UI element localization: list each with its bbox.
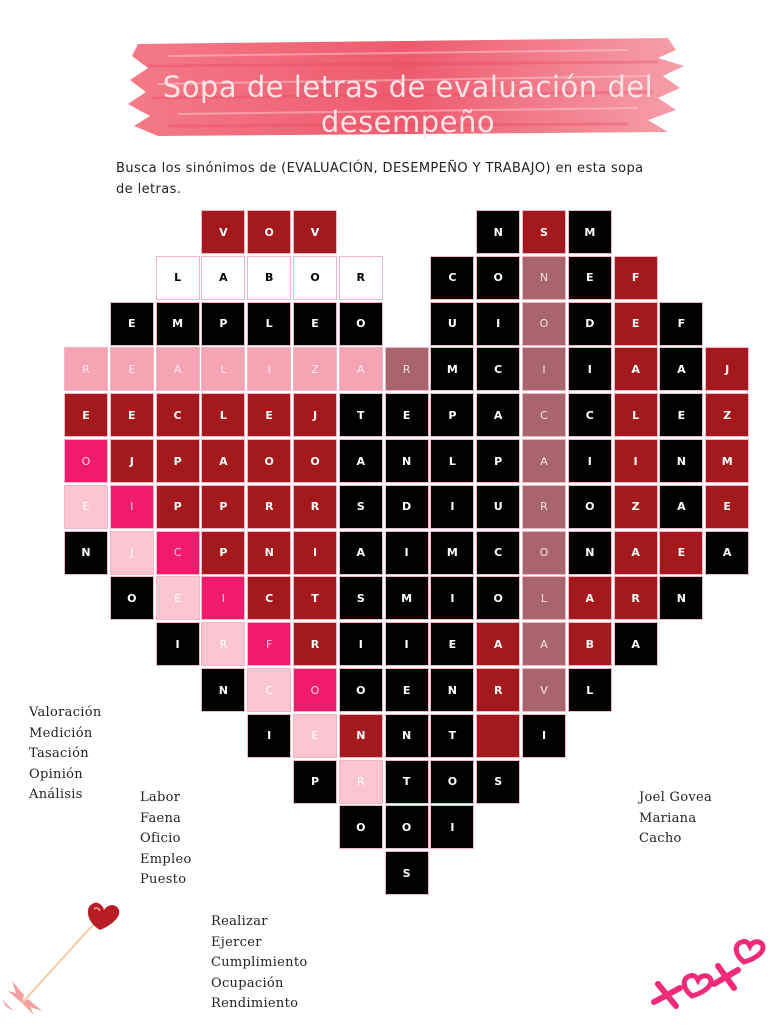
grid-cell[interactable]: U [430, 302, 474, 346]
grid-cell[interactable]: O [522, 531, 566, 575]
grid-cell[interactable]: O [64, 439, 108, 483]
grid-cell[interactable]: N [247, 531, 291, 575]
grid-cell[interactable]: L [201, 347, 245, 391]
grid-cell[interactable]: R [385, 347, 429, 391]
grid-cell[interactable]: E [64, 485, 108, 529]
grid-cell[interactable]: J [110, 531, 154, 575]
grid-cell[interactable]: R [293, 485, 337, 529]
grid-cell[interactable]: C [247, 668, 291, 712]
grid-cell[interactable]: S [385, 851, 429, 895]
grid-cell[interactable]: P [156, 439, 200, 483]
grid-cell[interactable]: F [614, 256, 658, 300]
grid-cell[interactable]: R [339, 760, 383, 804]
grid-cell[interactable]: T [430, 714, 474, 758]
word-item: Oficio [140, 831, 181, 846]
grid-cell[interactable]: V [522, 668, 566, 712]
grid-cell[interactable]: Z [705, 393, 749, 437]
grid-cell[interactable]: N [201, 668, 245, 712]
grid-cell[interactable]: O [247, 439, 291, 483]
grid-cell[interactable]: V [201, 210, 245, 254]
grid-cell[interactable]: N [64, 531, 108, 575]
grid-cell[interactable]: E [156, 576, 200, 620]
grid-cell[interactable]: O [568, 485, 612, 529]
grid-cell[interactable]: O [339, 805, 383, 849]
word-item: Puesto [140, 872, 187, 887]
xoxo-hearts-icon [640, 930, 768, 1028]
grid-cell[interactable]: E [293, 714, 337, 758]
grid-cell[interactable]: R [614, 576, 658, 620]
grid-cell[interactable]: C [476, 347, 520, 391]
grid-cell[interactable]: M [705, 439, 749, 483]
grid-cell[interactable]: O [476, 576, 520, 620]
grid-cell[interactable]: I [476, 302, 520, 346]
grid-cell[interactable]: R [293, 622, 337, 666]
grid-cell[interactable]: A [659, 347, 703, 391]
grid-cell[interactable]: R [64, 347, 108, 391]
word-item: Ocupación [211, 975, 284, 991]
grid-cell[interactable]: R [201, 622, 245, 666]
authors-list [639, 788, 712, 850]
grid-cell[interactable]: E [64, 393, 108, 437]
grid-cell[interactable]: L [614, 393, 658, 437]
word-list-trabajo [140, 788, 192, 891]
grid-cell[interactable]: E [614, 302, 658, 346]
grid-cell[interactable]: E [293, 302, 337, 346]
grid-cell[interactable]: C [568, 393, 612, 437]
word-item: Rendimiento [211, 996, 299, 1011]
grid-cell[interactable]: N [522, 256, 566, 300]
grid-cell[interactable]: E [110, 302, 154, 346]
grid-cell[interactable]: P [201, 531, 245, 575]
grid-cell[interactable]: E [705, 485, 749, 529]
grid-cell[interactable]: Z [293, 347, 337, 391]
grid-cell[interactable]: I [156, 622, 200, 666]
grid-cell[interactable]: O [293, 256, 337, 300]
grid-cell[interactable]: J [110, 439, 154, 483]
grid-cell[interactable]: N [659, 439, 703, 483]
grid-cell[interactable]: A [614, 531, 658, 575]
grid-cell[interactable]: P [430, 393, 474, 437]
word-item: Labor [140, 790, 181, 805]
grid-cell[interactable]: O [430, 760, 474, 804]
author-name: Cacho [639, 831, 682, 846]
author-name: Joel Govea [639, 790, 713, 805]
grid-cell[interactable]: I [430, 576, 474, 620]
grid-cell[interactable]: P [156, 485, 200, 529]
grid-cell[interactable]: F [247, 622, 291, 666]
grid-cell[interactable]: C [247, 576, 291, 620]
grid-cell[interactable]: I [522, 347, 566, 391]
grid-cell[interactable]: M [156, 302, 200, 346]
grid-cell[interactable]: C [156, 531, 200, 575]
grid-cell[interactable]: E [430, 622, 474, 666]
grid-cell[interactable]: O [293, 668, 337, 712]
grid-cell[interactable]: L [568, 668, 612, 712]
grid-cell[interactable]: F [659, 302, 703, 346]
grid-cell[interactable]: L [522, 576, 566, 620]
grid-cell[interactable]: E [110, 347, 154, 391]
grid-cell[interactable]: P [293, 760, 337, 804]
grid-cell[interactable]: N [476, 210, 520, 254]
grid-cell[interactable]: I [293, 531, 337, 575]
grid-cell[interactable]: A [568, 576, 612, 620]
author-name: Mariana [639, 810, 697, 826]
grid-cell[interactable]: A [476, 622, 520, 666]
grid-cell[interactable]: A [339, 439, 383, 483]
grid-cell[interactable]: I [614, 439, 658, 483]
grid-cell[interactable]: T [293, 576, 337, 620]
grid-cell[interactable]: B [568, 622, 612, 666]
grid-cell[interactable]: I [201, 576, 245, 620]
grid-cell[interactable]: O [339, 668, 383, 712]
grid-cell[interactable]: P [476, 439, 520, 483]
grid-cell[interactable]: E [247, 393, 291, 437]
grid-cell[interactable]: J [705, 347, 749, 391]
grid-cell[interactable]: P [201, 485, 245, 529]
word-item: Cumplimiento [211, 955, 308, 970]
grid-cell[interactable]: L [247, 302, 291, 346]
grid-cell[interactable]: O [522, 302, 566, 346]
word-item: Realizar [211, 914, 268, 929]
grid-cell[interactable]: Z [614, 485, 658, 529]
grid-cell[interactable]: B [247, 256, 291, 300]
grid-cell[interactable]: E [568, 256, 612, 300]
grid-cell[interactable]: I [110, 485, 154, 529]
grid-cell[interactable]: J [293, 393, 337, 437]
grid-cell[interactable]: I [247, 347, 291, 391]
word-item: Valoración [29, 705, 102, 720]
word-item: Faena [140, 810, 182, 826]
grid-cell[interactable]: I [430, 805, 474, 849]
grid-cell[interactable]: M [385, 576, 429, 620]
grid-cell[interactable]: E [659, 393, 703, 437]
grid-cell[interactable]: A [201, 439, 245, 483]
grid-cell[interactable]: A [476, 393, 520, 437]
grid-cell[interactable]: O [385, 805, 429, 849]
grid-cell[interactable]: L [156, 256, 200, 300]
grid-cell[interactable]: V [293, 210, 337, 254]
grid-cell[interactable]: C [430, 256, 474, 300]
grid-cell[interactable]: R [339, 256, 383, 300]
grid-cell[interactable]: I [339, 622, 383, 666]
heart-arrow-icon [0, 895, 130, 1024]
grid-cell[interactable]: I [568, 439, 612, 483]
grid-cell[interactable]: O [293, 439, 337, 483]
word-item: Tasación [29, 746, 89, 761]
grid-cell[interactable]: L [430, 439, 474, 483]
grid-cell[interactable]: I [430, 485, 474, 529]
grid-cell[interactable]: A [339, 347, 383, 391]
page-title: Sopa de letras de evaluación del desempeño [162, 70, 654, 139]
grid-cell[interactable]: D [385, 485, 429, 529]
grid-cell[interactable]: O [339, 302, 383, 346]
grid-cell[interactable]: N [568, 531, 612, 575]
grid-cell[interactable]: P [201, 302, 245, 346]
word-item: Medición [29, 725, 93, 741]
grid-cell[interactable]: A [201, 256, 245, 300]
grid-cell[interactable]: R [522, 485, 566, 529]
grid-cell[interactable]: M [568, 210, 612, 254]
word-item: Análisis [29, 787, 83, 802]
grid-cell[interactable]: E [659, 531, 703, 575]
grid-cell[interactable]: M [430, 531, 474, 575]
grid-cell[interactable]: O [247, 210, 291, 254]
word-item: Ejercer [211, 934, 262, 950]
instructions-text: Busca los sinónimos de (EVALUACIÓN, DESEMPEÑO Y TRABAJO) en esta sopa de letras. [116, 161, 644, 197]
grid-cell[interactable]: A [522, 439, 566, 483]
grid-cell[interactable]: A [614, 347, 658, 391]
grid-cell[interactable]: D [568, 302, 612, 346]
grid-cell[interactable]: S [476, 760, 520, 804]
grid-cell[interactable]: O [476, 256, 520, 300]
grid-cell[interactable]: I [522, 714, 566, 758]
grid-cell[interactable]: I [385, 622, 429, 666]
word-item: Empleo [140, 851, 192, 867]
word-list-evaluacion [29, 703, 102, 806]
grid-cell[interactable]: I [385, 531, 429, 575]
grid-cell[interactable]: S [339, 485, 383, 529]
grid-cell[interactable]: R [247, 485, 291, 529]
grid-cell[interactable]: C [522, 393, 566, 437]
word-item: Opinión [29, 766, 83, 782]
grid-cell[interactable]: A [705, 531, 749, 575]
grid-cell[interactable]: S [339, 576, 383, 620]
grid-cell[interactable]: N [430, 668, 474, 712]
grid-cell[interactable]: A [614, 622, 658, 666]
grid-cell[interactable]: E [385, 393, 429, 437]
grid-cell[interactable]: N [385, 439, 429, 483]
grid-cell[interactable]: C [156, 393, 200, 437]
grid-cell[interactable]: U [476, 485, 520, 529]
grid-cell[interactable]: A [659, 485, 703, 529]
grid-cell[interactable]: C [476, 531, 520, 575]
grid-cell[interactable]: N [385, 714, 429, 758]
grid-cell[interactable] [476, 714, 520, 758]
grid-cell[interactable]: I [568, 347, 612, 391]
grid-cell[interactable]: N [659, 576, 703, 620]
grid-cell[interactable]: R [476, 668, 520, 712]
grid-cell[interactable]: N [339, 714, 383, 758]
grid-cell[interactable]: S [522, 210, 566, 254]
grid-cell[interactable]: E [385, 668, 429, 712]
grid-cell[interactable]: L [201, 393, 245, 437]
grid-cell[interactable]: A [156, 347, 200, 391]
word-list-desempeno [211, 912, 308, 1015]
grid-cell[interactable]: A [339, 531, 383, 575]
grid-cell[interactable]: T [385, 760, 429, 804]
grid-cell[interactable]: I [247, 714, 291, 758]
grid-cell[interactable]: A [522, 622, 566, 666]
grid-cell[interactable]: O [110, 576, 154, 620]
grid-cell[interactable]: T [339, 393, 383, 437]
grid-cell[interactable]: E [110, 393, 154, 437]
grid-cell[interactable]: M [430, 347, 474, 391]
